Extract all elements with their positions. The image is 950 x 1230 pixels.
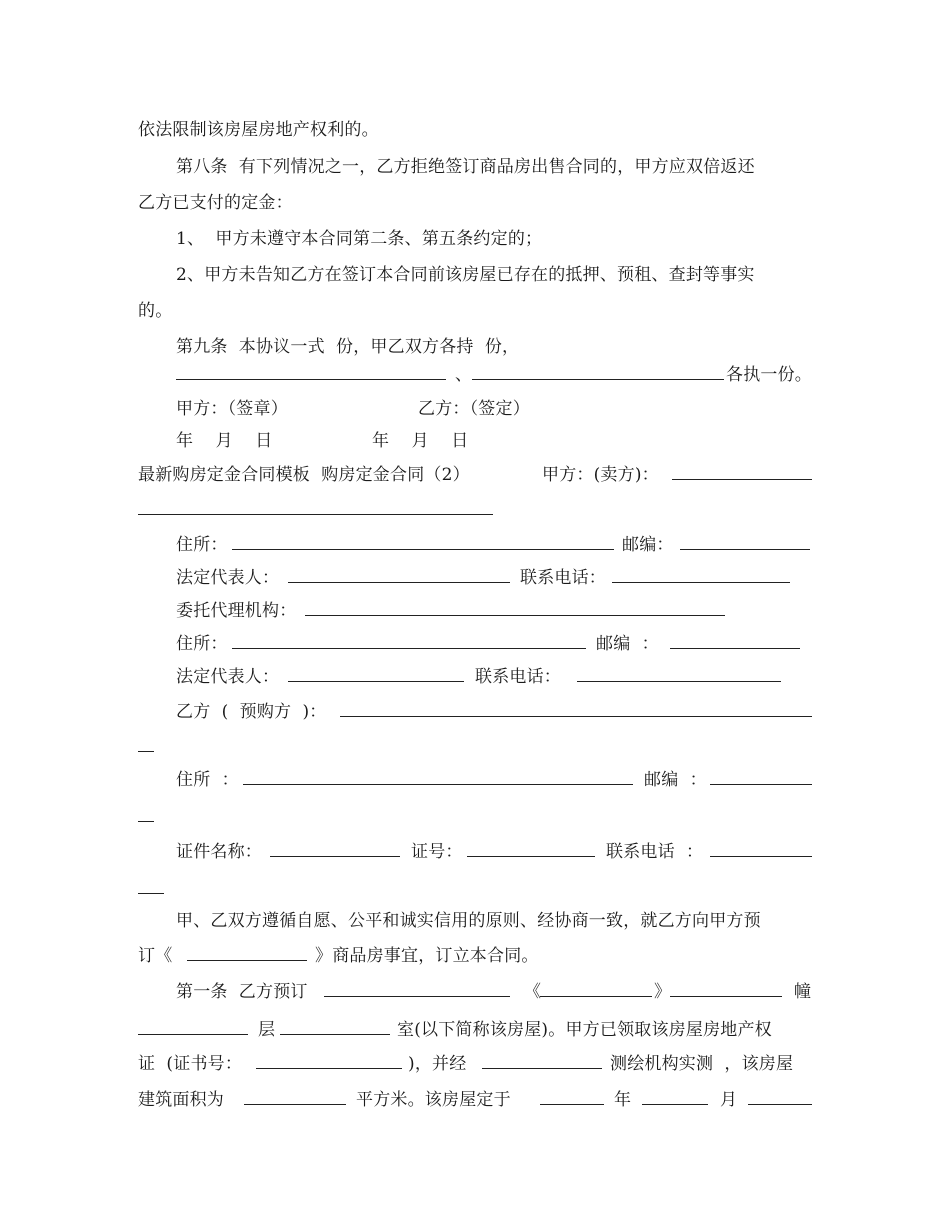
text-fragment: )，并经: [408, 1054, 467, 1074]
blank-field[interactable]: [232, 531, 614, 557]
field-label: 联系电话 ：: [606, 842, 704, 862]
field-label: 联系电话：: [475, 667, 561, 687]
text-fragment: 月: [720, 1090, 738, 1110]
field-label: 法定代表人：: [176, 568, 280, 588]
article-1-label: 第一条 乙方预订: [176, 982, 308, 1002]
text-fragment: 建筑面积为: [138, 1090, 224, 1110]
text-fragment: 、: [455, 365, 473, 385]
blank-field[interactable]: [288, 564, 510, 590]
blank-field[interactable]: [288, 663, 464, 689]
blank-field[interactable]: [305, 597, 725, 623]
blank-field[interactable]: [232, 630, 586, 656]
blank-field[interactable]: [244, 1086, 346, 1112]
field-label: 住所 ：: [176, 770, 239, 790]
text-line: 1、 甲方未遵守本合同第二条、第五条约定的；: [176, 229, 543, 249]
text-line: 乙方已支付的定金：: [138, 193, 293, 213]
date-label: 年 月 日: [176, 431, 273, 451]
blank-field[interactable]: [324, 978, 510, 1004]
text-line: 甲、乙双方遵循自愿、公平和诚实信用的原则、经协商一致，就乙方向甲方预: [176, 911, 761, 931]
text-fragment: 室(以下简称该房屋)。甲方已领取该房屋房地产权: [397, 1020, 772, 1040]
party-b-signature-label: 乙方：（签定）: [418, 399, 530, 419]
blank-field[interactable]: [680, 531, 810, 557]
blank-field[interactable]: [472, 361, 724, 387]
text-fragment: 幢: [794, 982, 812, 1002]
text-fragment: 测绘机构实测 ，该房屋: [610, 1054, 794, 1074]
field-label: 邮编 ：: [596, 634, 659, 654]
blank-field[interactable]: [710, 766, 812, 792]
blank-field[interactable]: [612, 564, 790, 590]
field-label: 联系电话：: [520, 568, 606, 588]
article-9-line: 第九条 本协议一式 份，甲乙双方各持 份，: [176, 337, 520, 357]
text-fragment: 》: [654, 982, 672, 1002]
text-fragment: 《: [524, 982, 542, 1002]
text-fragment: 》商品房事宜，订立本合同。: [315, 946, 539, 966]
field-label: 证件名称：: [176, 842, 262, 862]
blank-field[interactable]: [138, 733, 154, 759]
blank-field[interactable]: [710, 838, 812, 864]
text-fragment: 订《: [138, 946, 173, 966]
party-a-signature-label: 甲方：（签章）: [176, 399, 288, 419]
blank-field[interactable]: [340, 698, 812, 724]
blank-field[interactable]: [670, 630, 800, 656]
buyer-label: 乙方 ( 预购方 )：: [176, 702, 327, 722]
date-label: 年 月 日: [372, 431, 469, 451]
text-fragment: 平方米。该房屋定于: [356, 1090, 511, 1110]
blank-field[interactable]: [642, 1086, 708, 1112]
blank-field[interactable]: [577, 663, 781, 689]
blank-field[interactable]: [187, 942, 307, 968]
field-label: 委托代理机构：: [176, 601, 297, 621]
field-label: 住所：: [176, 634, 228, 654]
blank-field[interactable]: [280, 1016, 390, 1042]
field-label: 邮编 ：: [644, 770, 707, 790]
blank-field[interactable]: [270, 838, 400, 864]
blank-field[interactable]: [138, 803, 154, 829]
blank-field[interactable]: [672, 461, 812, 487]
field-label: 住所：: [176, 535, 228, 555]
text-fragment: 层: [258, 1020, 276, 1040]
blank-field[interactable]: [540, 1086, 604, 1112]
blank-field[interactable]: [482, 1050, 602, 1076]
section-title: 最新购房定金合同模板 购房定金合同（2）: [138, 465, 470, 485]
blank-field[interactable]: [138, 875, 164, 901]
field-label: 邮编：: [622, 535, 674, 555]
text-line: 依法限制该房屋房地产权利的。: [138, 120, 379, 140]
blank-field[interactable]: [256, 1050, 402, 1076]
field-label: 法定代表人：: [176, 667, 280, 687]
blank-field[interactable]: [138, 1016, 248, 1042]
blank-field[interactable]: [748, 1086, 812, 1112]
text-fragment: 各执一份。: [726, 365, 812, 385]
blank-field[interactable]: [467, 838, 595, 864]
text-fragment: 年: [614, 1090, 632, 1110]
blank-field[interactable]: [540, 978, 652, 1004]
blank-field[interactable]: [670, 978, 782, 1004]
text-line: 的。: [138, 301, 173, 321]
blank-field[interactable]: [176, 361, 446, 387]
text-fragment: 证 (证书号：: [138, 1054, 243, 1074]
seller-label: 甲方：(卖方)：: [542, 465, 659, 485]
article-8-line: 第八条 有下列情况之一，乙方拒绝签订商品房出售合同的，甲方应双倍返还: [176, 157, 755, 177]
blank-field[interactable]: [243, 766, 633, 792]
text-line: 2、甲方未告知乙方在签订本合同前该房屋已存在的抵押、预租、查封等事实: [176, 265, 755, 285]
blank-field[interactable]: [138, 496, 493, 522]
field-label: 证号：: [411, 842, 463, 862]
